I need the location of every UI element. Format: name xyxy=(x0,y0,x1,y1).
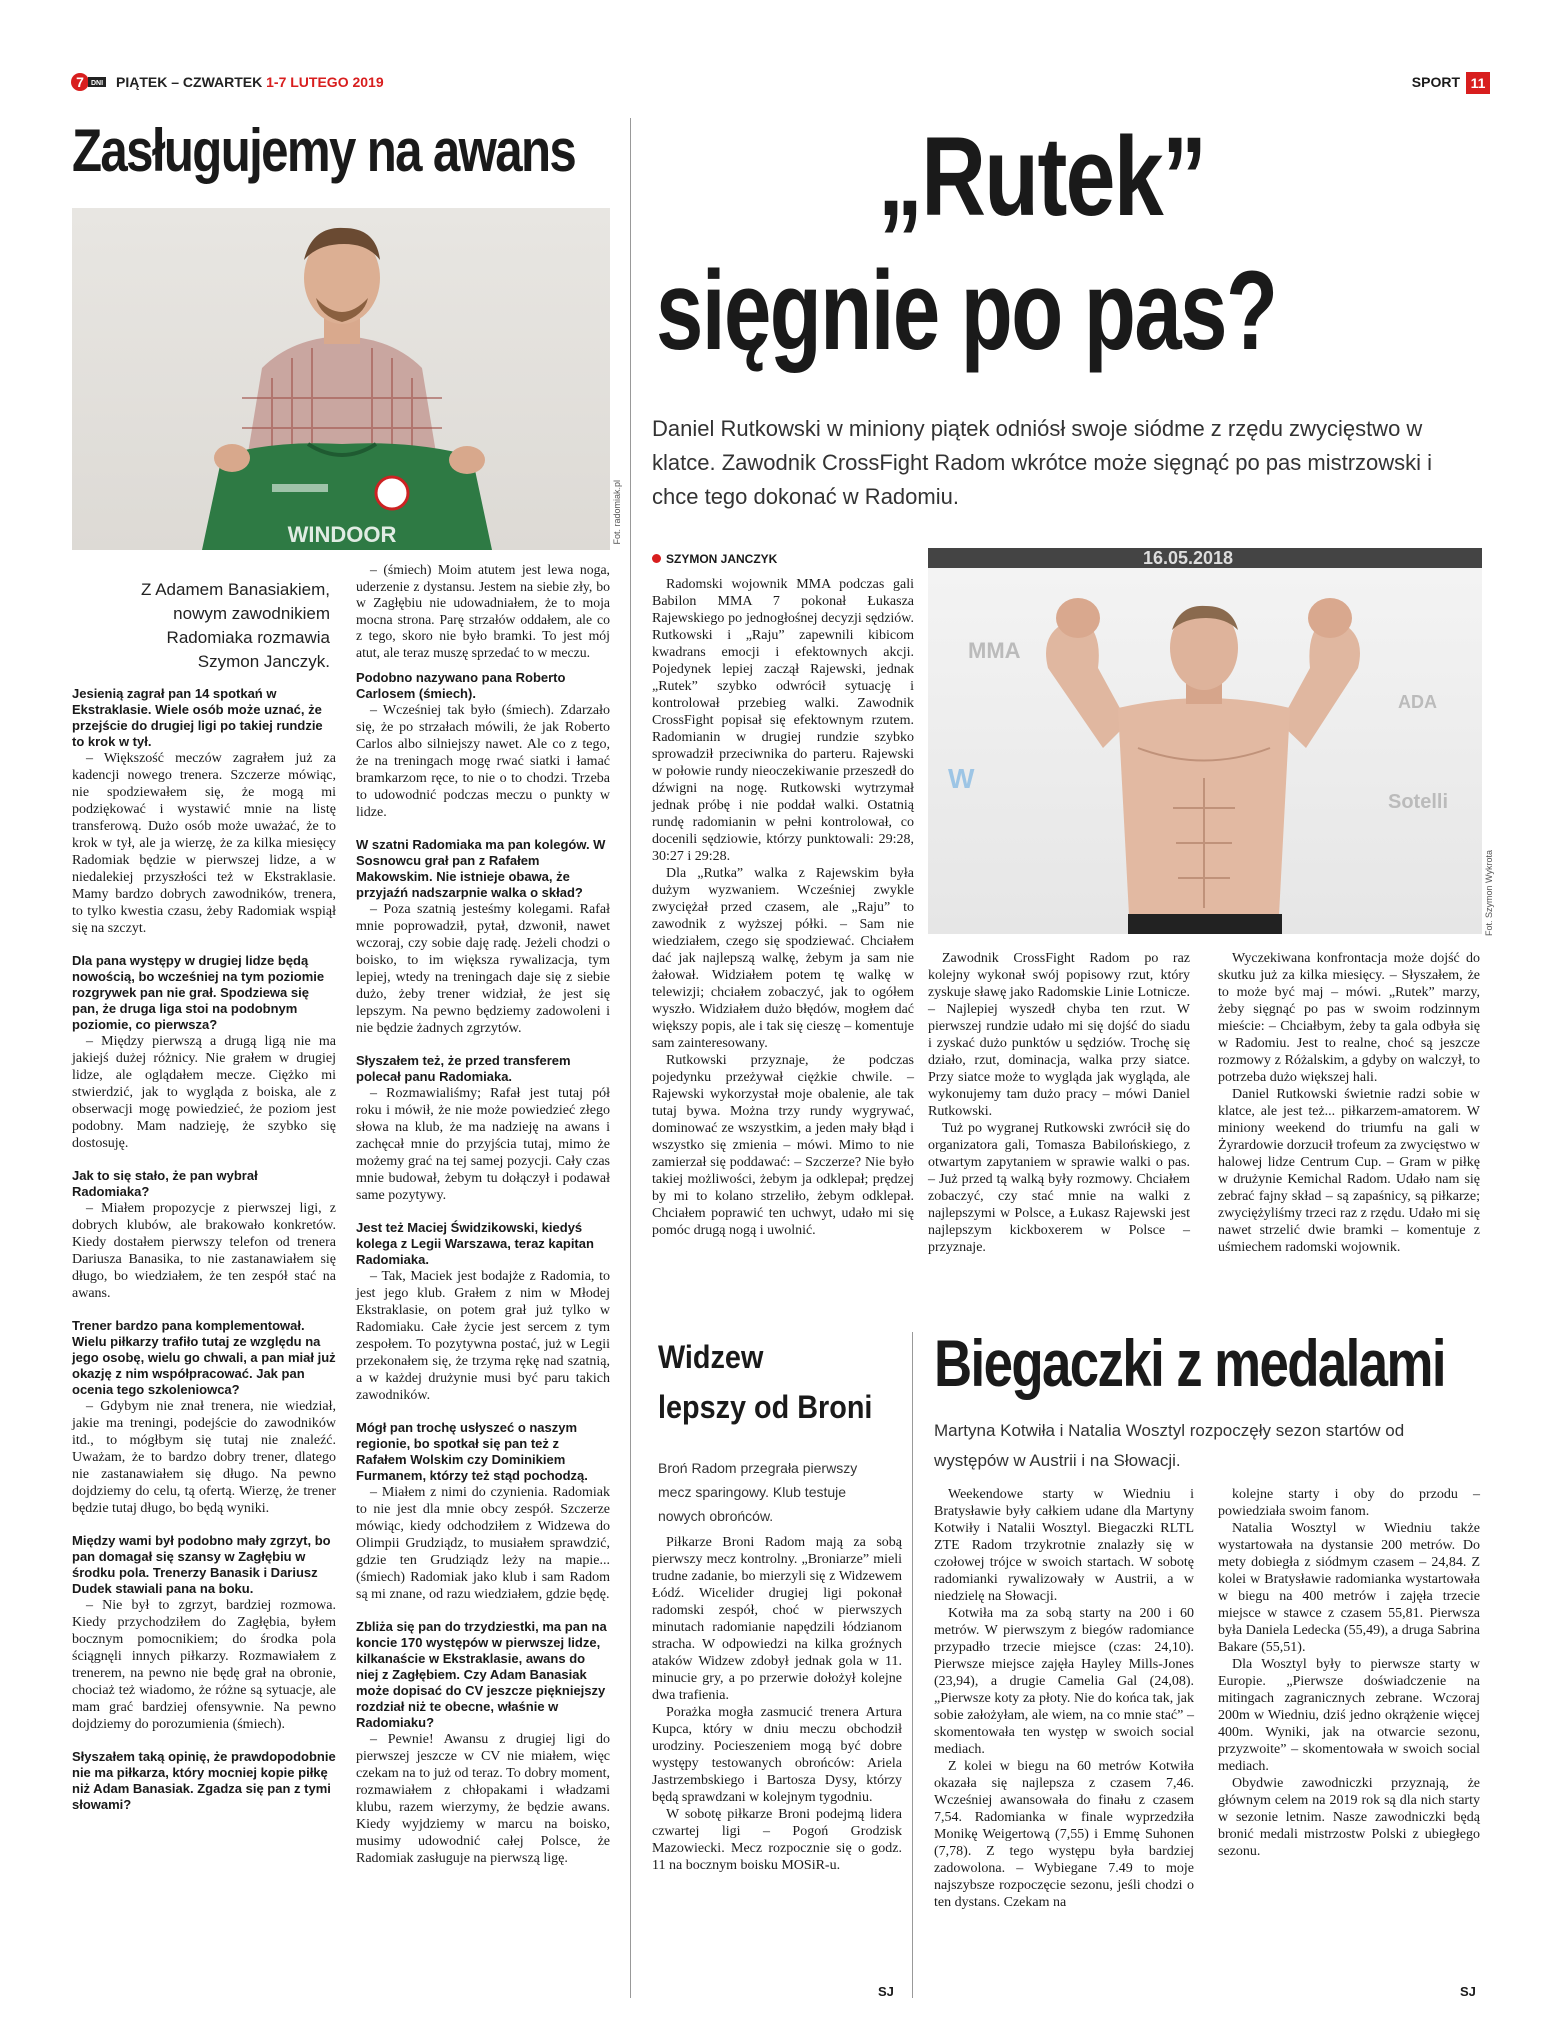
interview-question: Jest też Maciej Świdzikowski, kiedyś kolega z Legii Warszawa, teraz kapitan Radomiaka. xyxy=(356,1220,594,1267)
paragraph: W sobotę piłkarze Broni podejmą lidera czwartej ligi – Pogoń Grodzisk Mazowiecki. Mecz rozpocznie się o godz. 11 na bocznym boisku MOSiR-u. xyxy=(652,1807,902,1873)
interview-answer: – Gdybym nie znał trenera, nie wiedział, jakie ma treningi, podejście do zawodników itd., to mógłbym się tutaj nie znaleźć. Uważam, że to bardzo dobry trener, dlatego nie zastanawiałem się długo. Na pewno dojdziemy do celu, tą ofertą. Wierzę, że trener będzie tutaj długo, bo będą wyniki. xyxy=(72,1399,336,1516)
interview-title: Zasługujemy na awans xyxy=(72,117,576,184)
svg-text:Sotelli: Sotelli xyxy=(1388,791,1449,813)
interview-question: Jesienią zagrał pan 14 spotkań w Ekstraklasie. Wiele osób może uznać, że przejście do drugiej ligi po takiej rundzie to krok w tył. xyxy=(72,686,323,749)
interview-question: Dla pana występy w drugiej lidze będą nowością, bo wcześniej na tym poziomie rozgrywek pan nie grał. Spodziewa się pan, że druga liga stoi na podobnym poziomie, co pierwsza? xyxy=(72,953,325,1032)
paragraph: Weekendowe starty w Wiedniu i Bratysławie były całkiem udane dla Martyny Kotwiły i Natalii Wosztyl. Biegaczki RLTL ZTE Radom trzykrotnie znalazły się w czołowej trójce w swoich startach. W sobotę radomianki rywalizowały w Austrii, a w niedzielę na Słowacji. xyxy=(934,1487,1194,1604)
interview-question: Zbliża się pan do trzydziestki, ma pan na koncie 170 występów w pierwszej lidze, kilkanaście w Ekstraklasie, awans do niej z Zagłębiem. Czy Adam Banasiak może dopisać do CV jeszcze piękniejszy rozdział niż te obecne, właśnie w Radomiaku? xyxy=(356,1619,607,1730)
interview-answer: – Miałem propozycje z pierwszej ligi, z dobrych klubów, ale brakowało konkretów. Kiedy dostałem pierwszy telefon od trenera Dariusza Banasika, to nie zastanawiałem się długo, bo wiedziałem, że ten zespół stać na awans. xyxy=(72,1201,336,1301)
interview-question: W szatni Radomiaka ma pan kolegów. W Sosnowcu grał pan z Rafałem Makowskim. Nie istnieje obawa, że przyjaźń nadszarpnie walka o skład? xyxy=(356,837,606,900)
mma-photo xyxy=(928,548,1482,934)
svg-text:W: W xyxy=(948,763,975,794)
svg-text:ADA: ADA xyxy=(1398,692,1437,712)
interview-answer: – Pewnie! Awansu z drugiej ligi do pierwszej jeszcze w CV nie miałem, więc czekam na to już od teraz. To dobry moment, rozmawiałem z chłopakami i władzami klubu, razem wierzymy, że będzie awans. Kiedy wyjdziemy w marcu na boisko, musimy udowodnić całej Polsce, że Radomiak zasługuje na pierwszą ligę. xyxy=(356,1732,610,1866)
biegaczki-signature: SJ xyxy=(1460,1984,1476,1999)
svg-text:WINDOOR: WINDOOR xyxy=(287,522,397,547)
section-name: SPORT xyxy=(1411,74,1460,90)
paragraph: kolejne starty i oby do przodu – powiedziała swoim fanom. xyxy=(1218,1487,1480,1519)
page-number: 11 xyxy=(1466,72,1490,94)
author-dot-icon xyxy=(652,554,661,563)
interview-question: Trener bardzo pana komplementował. Wielu piłkarzy trafiło tutaj ze względu na jego osobę, wielu go chwali, a pan miał już okazję z nim współpracować. Jak pan ocenia tego szkoleniowca? xyxy=(72,1318,336,1397)
mma-column-a xyxy=(652,576,914,1239)
paragraph: Porażka mogła zasmucić trenera Artura Kupca, który w dniu meczu obchodził urodziny. Pocieszeniem mogą być dobre występy testowanych obrońców: Ariela Jastrzembskiego i Bartosza Dysy, którzy będą sprawdzani w kolejnym tygodniu. xyxy=(652,1705,902,1805)
interview-answer: – Wcześniej tak było (śmiech). Zdarzało się, że po strzałach mówili, że jak Roberto Carlos albo silniejszy nawet. Ale co z tego, że na treningach mogę rwać siatki i łamać bramkarzom ręce, to nie o to chodzi. Trzeba to udowodnić podczas meczu o punkty w lidze. xyxy=(356,703,610,820)
biegaczki-column-b xyxy=(1218,1486,1480,1860)
interview-answer: – Poza szatnią jesteśmy kolegami. Rafał mnie poprowadził, pytał, dzwonił, nawet wczoraj, czy sobie daję radę. Jeżeli chodzi o boisko, to im większa rywalizacja, tym lepiej, wtedy na treningach daje się z siebie dużo, żeby trener widział, że jest się lepszym. Na pewno będziemy zadowoleni i nie będzie żadnych zgrzytów. xyxy=(356,902,610,1036)
svg-text:MMA: MMA xyxy=(968,638,1021,663)
paragraph: Wyczekiwana konfrontacja może dojść do skutku już za kilka miesięcy. – Słyszałem, że to może być maj – mówi. „Rutek” marzy, żeby sięgnąć po pas w swoim rodzinnym mieście: – Chciałbym, żeby ta gala odbyła się w Radomiu. Jest to realne, choć są jeszcze rozmowy z Różalskim, a gdyby on walczył, to potrzeba dużo większej hali. xyxy=(1218,951,1480,1085)
page-header xyxy=(70,72,1490,94)
interview-question: Podobno nazywano pana Roberto Carlosem (śmiech). xyxy=(356,670,566,701)
issue-date: PIĄTEK – CZWARTEK 1-7 LUTEGO 2019 xyxy=(116,74,384,90)
paragraph: Rutkowski przyznaje, że podczas pojedynku przeżywał ciężkie chwile. – Rajewski wykorzystał moje obalenie, ale tak tutaj bywa. Można trzy rundy wygrywać, dominować ze wszystkim, a jeden mały błąd i wszystko się zmienia – mówi. Mimo to nie zamierzał się poddawać: – Szczerze? Nie było takiej możliwości, żebym ja odklepał; prędzej by mi to kolano strzeliło, żebym odklepał. Chciałem poprawić ten uchwyt, udało mi się pomóc drugą nogą i uwolnić. xyxy=(652,1053,914,1238)
column-divider-2 xyxy=(912,1332,913,1998)
interview-answer: – Tak, Maciek jest bodajże z Radomia, to jest jego klub. Grałem z nim w Młodej Ekstraklasie, on potem grał już tylko w Radomiaku. Całe życie jest sercem z tym zespołem. To pozytywna postać, już w Legii przekonałem się, że trzyma rękę nad szatnią, a w każdej drużynie musi być paru takich zawodników. xyxy=(356,1269,610,1403)
biegaczki-lead: Martyna Kotwiła i Natalia Wosztyl rozpoczęły sezon startów od występów w Austrii i na Słowacji. xyxy=(934,1421,1405,1470)
interview-answer: – Rozmawialiśmy; Rafał jest tutaj pół roku i mówił, że nie może powiedzieć złego słowa na klub, że ma nadzieję na awans i zachęcał mnie do przyjścia tutaj, mimo że możemy grać na tej samej pozycji. Cały czas mnie budował, żebym tu dołączył i podawał same pozytywy. xyxy=(356,1086,610,1203)
column-divider xyxy=(630,118,631,1998)
biegaczki-title: Biegaczki z medalami xyxy=(934,1326,1445,1400)
interview-answer: – Miałem z nimi do czynienia. Radomiak to nie jest dla mnie obcy zespół. Szczerze mówiąc, kiedy odchodziłem z Widzewa do Olimpii Grudziądz, to musiałem sprawdzić, gdzie ten Grudziądz leży na mapie... (śmiech) Radomiak jako klub i sam Radom są mi znane, od razu wiedziałem, gdzie będę. xyxy=(356,1485,610,1602)
interview-column-2 xyxy=(356,670,610,1867)
interview-question: Między wami był podobno mały zgrzyt, bo pan domagał się szansy w Zagłębiu w środku pola. Trenerzy Banasik i Dariusz Dudek stawiali pana na boku. xyxy=(72,1533,331,1596)
fighter-flexing-image xyxy=(928,548,1482,934)
biegaczki-column-a xyxy=(934,1486,1194,1911)
paragraph: Natalia Wosztyl w Wiedniu także wystartowała na dystansie 200 metrów. Do mety dobiegła z siódmym czasem – 24,84. Z kolei w Bratysławie radomianka wystartowała w biegu na 400 metrów i zajęła trzecie miejsce w stawce z czasem 55,81. Pierwsza była Daniela Ledecka (55,49), a druga Sabrina Bakare (55,51). xyxy=(1218,1521,1480,1655)
paragraph: Radomski wojownik MMA podczas gali Babilon MMA 7 pokonał Łukasza Rajewskiego po jednogłośnej decyzji sędziów. Rutkowski i „Raju” zapewnili kibicom kwadrans emocji i efektownych akcji. Pojedynek lepiej zaczął Rajewski, jednak „Rutek” szybko odwrócił sytuację i kontrolował przebieg walki. Zawodnik CrossFight popisał się efektownym rzutem. Radomianin w drugiej rundzie szybko sprowadził przeciwnika do parteru. Rajewski w połowie rundy nieoczekiwanie przeszedł do dźwigni na nogę. Rutkowski wytrzymał jednak próbę i nie poddał walki. Ostatnią rundę radomianin w pełni kontrolował, co docenili sędziowie, którzy punktowali: 29:28, 30:27 i 29:28. xyxy=(652,577,914,864)
svg-text:7: 7 xyxy=(76,74,84,90)
interview-lead: Z Adamem Banasiakiem, nowym zawodnikiem Radomiaka rozmawia Szymon Janczyk. xyxy=(141,580,330,671)
paragraph: Z kolei w biegu na 60 metrów Kotwiła okazała się najlepsza z czasem 7,46. Wcześniej awansowała do finału z czasem 7,54. Radomianka w finale wyprzedziła Monikę Weigertową (7,55) i Emmę Suhonen (7,78). Z tego występu była bardziej zadowolona. – Wybiegane 7.49 to moje najszybsze rozpoczęcie sezonu, jeśli chodzi o ten dystans. Czekam na xyxy=(934,1759,1194,1910)
interview-answer: – Większość meczów zagrałem już za kadencji nowego trenera. Szczerze mówiąc, nie spodziewałem się, że mogą mi podziękować i wystawić mnie na listę transferową. Dużo osób może uważać, że to krok w tył, ale ja wierzę, że za kilka miesięcy Radomiak będzie w pierwszej lidze, a w niedalekiej przyszłości też w Ekstraklasie. Mamy bardzo dobrych zawodników, trenera, to tylko kwestia czasu, żeby Radomiak wspiął się na szczyt. xyxy=(72,751,336,936)
paragraph: Dla „Rutka” walka z Rajewskim była dużym wyzwaniem. Wcześniej zwykle zwyciężał przed czasem, ale „Raju” to zawodnik z wyższej półki. – Sam nie wiedziałem, czego się spodziewać. Chciałem dać jak najlepszą walkę, żebym ja sam nie żałował. Widziałem potem tę walkę w telewizji; chciałem zobaczyć, jak to ogółem wyszło. Widziałem dużo błędów, mogłem dać większy popis, ale i tak się cieszę – komentuje sam zainteresowany. xyxy=(652,866,914,1051)
widzew-signature: SJ xyxy=(878,1984,894,1999)
mma-photo-credit: Fot. Szymon Wykrota xyxy=(1484,850,1494,936)
player-holding-jersey-image xyxy=(72,208,610,550)
mma-lead: Daniel Rutkowski w miniony piątek odniósł swoje siódme z rzędu zwycięstwo w klatce. Zawodnik CrossFight Radom wkrótce może sięgnąć po pas mistrzowski i chce tego dokonać w Radomiu. xyxy=(652,416,1433,509)
interview-photo-credit: Fot. radomiak.pl xyxy=(612,480,622,545)
interview-question: Słyszałem też, że przed transferem polecał panu Radomiaka. xyxy=(356,1053,571,1084)
interview-column-1-tail xyxy=(356,562,610,661)
interview-column-1 xyxy=(72,686,336,1813)
mma-title-line1: „Rutek” xyxy=(878,114,1206,239)
paragraph: Daniel Rutkowski świetnie radzi sobie w klatce, ale jest też... piłkarzem-amatorem. W miniony weekend do triumfu na gali w Żyrardowie dorzucił trofeum za zwycięstwo w halowej lidze Centrum Cup. – Gram w piłkę w drużynie Kemichal Radom. Udało nam się zebrać fajny skład – są zapaśnicy, są piłkarze; zwyciężyliśmy trzeci raz z rzędu. Udało mi się nawet strzelić dwie bramki – komentuje z uśmiechem radomski wojownik. xyxy=(1218,1087,1480,1255)
widzew-title: Widzew lepszy od Broni xyxy=(658,1339,873,1425)
newspaper-logo-icon xyxy=(70,72,110,92)
paragraph: Kotwiła ma za sobą starty na 200 i 60 metrów. W pierwszym z biegów radomiance przypadło trzecie miejsce (czas: 24,10). Pierwsze miejsce zajęła Hayley Mills-Jones (23,94), a drugie Camelia Gal (24,08). „Pierwsze koty za płoty. Nie do końca tak, jak sobie założyłam, ale wiem, na co mnie stać” – skomentowała ten występ w swoich social mediach. xyxy=(934,1606,1194,1757)
svg-text:DNI: DNI xyxy=(90,80,104,87)
paragraph: Obydwie zawodniczki przyznają, że głównym celem na 2019 rok są dla nich starty w sezonie letnim. Nasze zawodniczki będą bronić medali mistrzostw Polski z ubiegłego sezonu. xyxy=(1218,1776,1480,1859)
interview-answer: – Nie był to zgrzyt, bardziej rozmowa. Kiedy przychodziłem do Zagłębia, byłem bocznym pomocnikiem; do środka pola ściągnęli innych piłkarzy. Rozmawiałem z trenerem, na pewno nie będę grał na obronie, chociaż też wiadomo, że różne są sytuacje, ale mam grać bardziej ofensywnie. Na pewno dojdziemy do porozumienia (śmiech). xyxy=(72,1598,336,1732)
mma-title-line2: sięgnie po pas? xyxy=(656,248,1277,373)
paragraph: Piłkarze Broni Radom mają za sobą pierwszy mecz kontrolny. „Broniarze” mieli trudne zadanie, bo mierzyli się z Widzewem Łódź. Wicelider drugiej ligi pokonał radomski zespół, choć w pierwszych minutach radomianie napędzili łódzianom stracha. W odpowiedzi na kilka groźnych ataków Widzew zdobył jednak gola w 11. minucie gry, a po przerwie dołożył kolejne dwa trafienia. xyxy=(652,1535,902,1703)
interview-question: Jak to się stało, że pan wybrał Radomiaka? xyxy=(72,1168,258,1199)
interview-answer: – Między pierwszą a drugą ligą nie ma jakiejś dużej różnicy. Nie grałem w drugiej lidze, ale oglądałem mecze. Ciężko mi stwierdzić, jak to wygląda z boiska, ale z obserwacji mogę powiedzieć, że poziom jest podobny. Mam nadzieję, że szybko się dostosuję. xyxy=(72,1034,336,1151)
paragraph: Zawodnik CrossFight Radom po raz kolejny wykonał swój popisowy rzut, który zyskuje sławę jako Radomskie Linie Lotnicze. – Najlepiej wyszedł chyba ten rzut. W pierwszej rundzie udało mi się dojść do siadu i zyskać dużo punktów u sędziów. Trochę się działo, rzut, dominacja, walka przy siatce. Przy siatce może to wygląda jak wygląda, ale wykonujemy tam dużo pracy – mówi Daniel Rutkowski. xyxy=(928,951,1190,1119)
interview-question: Mógł pan trochę usłyszeć o naszym regionie, bo spotkał się pan też z Rafałem Wolskim czy Dominikiem Furmanem, którzy też stąd pochodzą. xyxy=(356,1420,588,1483)
svg-text:16.05.2018: 16.05.2018 xyxy=(1142,548,1234,568)
widzew-body xyxy=(652,1534,902,1874)
paragraph: Dla Wosztyl były to pierwsze starty w Europie. „Pierwsze doświadczenie na mitingach zagranicznych zebrane. Wczoraj 200m w Wiedniu, dziś jedno okrążenie więcej 400m. Wyniki, jak na otwarcie sezonu, przyzwoite” – skomentowała w swoich social mediach. xyxy=(1218,1657,1480,1774)
mma-column-b xyxy=(928,950,1190,1256)
paragraph: Tuż po wygranej Rutkowski zwrócił się do organizatora gali, Tomasza Babilońskiego, z otwartym zapytaniem w sprawie walki o pas. – Już przed tą walką były rozmowy. Chciałem zobaczyć, czy stać mnie na walki z najlepszymi w Polsce, a Łukasz Rajewski jest najlepszym kickboxerem w Polsce – przyznaje. xyxy=(928,1121,1190,1255)
interview-question: Słyszałem taką opinię, że prawdopodobnie nie ma piłkarza, który mocniej kopie piłkę niż Adam Banasiak. Zgadza się pan z tymi słowami? xyxy=(72,1749,336,1812)
interview-answer: – (śmiech) Moim atutem jest lewa noga, uderzenie z dystansu. Jestem na siebie zły, bo w Zagłębiu nie udowadniałem, że to moja mocna strona. Parę strzałów oddałem, ale co z tego, skoro nie było bramki. To jest mój atut, ale teraz muszę sprzedać to w meczu. xyxy=(356,562,610,660)
widzew-lead: Broń Radom przegrała pierwszy mecz sparingowy. Klub testuje nowych obrońców. xyxy=(658,1460,858,1524)
mma-column-c xyxy=(1218,950,1480,1256)
interview-photo xyxy=(72,208,610,550)
mma-author: SZYMON JANCZYK xyxy=(652,552,777,566)
